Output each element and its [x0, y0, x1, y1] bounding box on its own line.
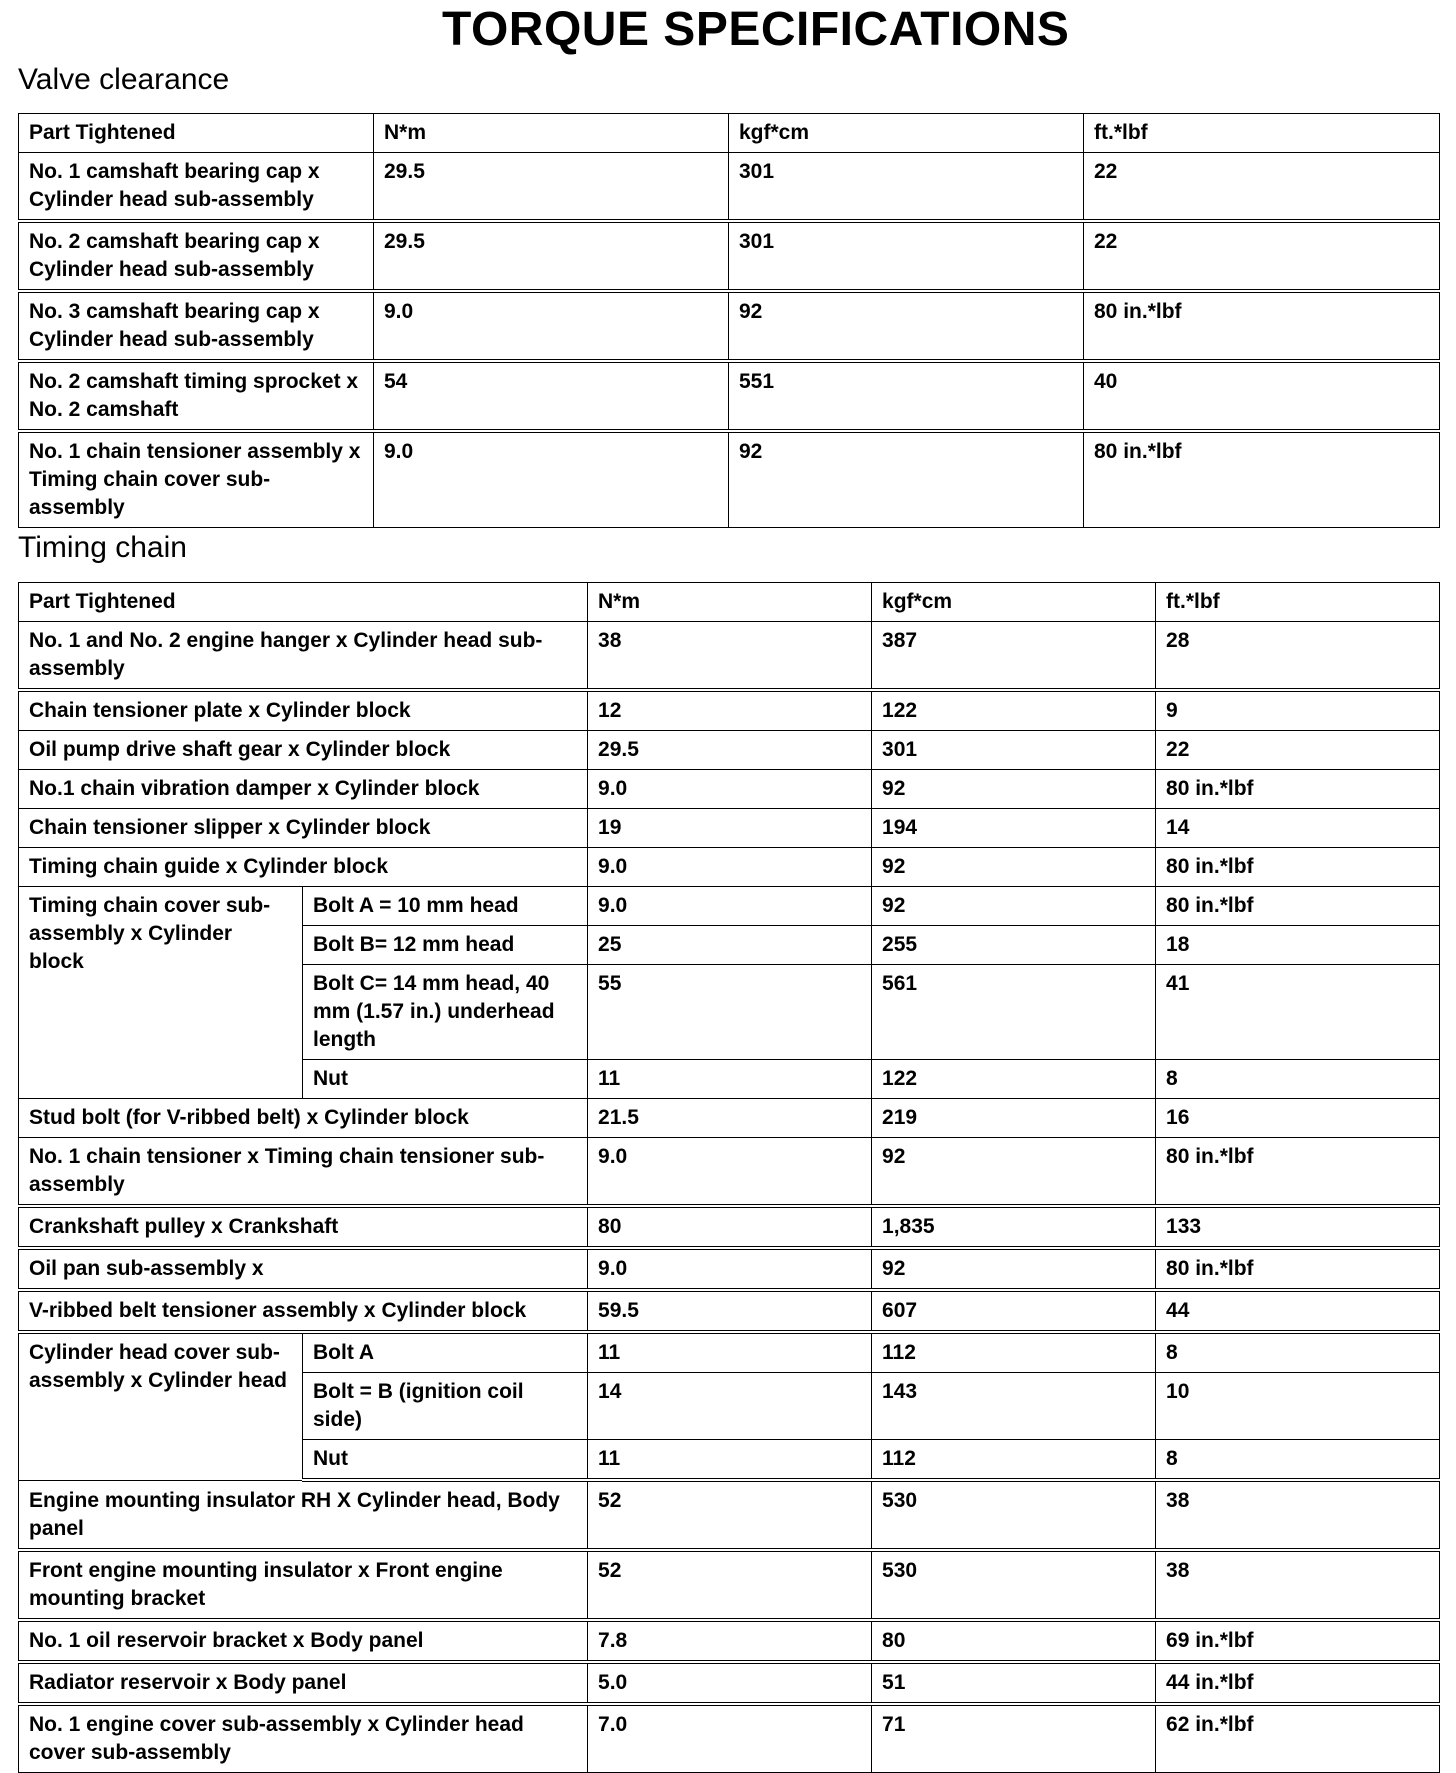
- cell-nm: 11: [588, 1060, 872, 1099]
- cell-part: Radiator reservoir x Body panel: [19, 1662, 588, 1704]
- cell-kgfcm: 92: [872, 848, 1156, 887]
- cell-part: Engine mounting insulator RH X Cylinder head, Body panel: [19, 1480, 588, 1550]
- cell-nm: 7.0: [588, 1704, 872, 1773]
- cell-kgfcm: 301: [872, 731, 1156, 770]
- cell-part: No. 1 engine cover sub-assembly x Cylinder head cover sub-assembly: [19, 1704, 588, 1773]
- cell-part-group: Cylinder head cover sub-assembly x Cylinder head: [19, 1332, 303, 1480]
- cell-nm: 52: [588, 1550, 872, 1620]
- cell-kgfcm: 122: [872, 690, 1156, 731]
- table-row: [19, 1206, 1440, 1248]
- cell-nm: 25: [588, 926, 872, 965]
- cell-ftlbf: 80 in.*lbf: [1156, 770, 1440, 809]
- cell-part: No. 2 camshaft timing sprocket x No. 2 camshaft: [19, 361, 374, 431]
- header-ftlbf: ft.*lbf: [1156, 583, 1440, 622]
- cell-kgfcm: 51: [872, 1662, 1156, 1704]
- cell-ftlbf: 133: [1156, 1206, 1440, 1248]
- table-row: [19, 1662, 1440, 1704]
- cell-part: Oil pump drive shaft gear x Cylinder block: [19, 731, 588, 770]
- table-row: [19, 1550, 1440, 1620]
- cell-kgfcm: 551: [729, 361, 1084, 431]
- cell-ftlbf: 80 in.*lbf: [1084, 291, 1440, 361]
- cell-kgfcm: 92: [729, 431, 1084, 528]
- cell-nm: 9.0: [588, 1138, 872, 1207]
- cell-kgfcm: 112: [872, 1332, 1156, 1373]
- cell-ftlbf: 80 in.*lbf: [1156, 1248, 1440, 1290]
- cell-nm: 19: [588, 809, 872, 848]
- cell-part: Front engine mounting insulator x Front engine mounting bracket: [19, 1550, 588, 1620]
- cell-nm: 54: [374, 361, 729, 431]
- cell-subpart: Bolt = B (ignition coil side): [303, 1373, 588, 1440]
- header-nm: N*m: [374, 114, 729, 153]
- cell-kgfcm: 530: [872, 1480, 1156, 1550]
- cell-ftlbf: 8: [1156, 1332, 1440, 1373]
- cell-part: Chain tensioner plate x Cylinder block: [19, 690, 588, 731]
- cell-kgfcm: 71: [872, 1704, 1156, 1773]
- cell-ftlbf: 14: [1156, 809, 1440, 848]
- cell-ftlbf: 22: [1156, 731, 1440, 770]
- cell-part: No. 1 chain tensioner x Timing chain tensioner sub-assembly: [19, 1138, 588, 1207]
- cell-subpart: Nut: [303, 1060, 588, 1099]
- table-row: [19, 1620, 1440, 1662]
- table-row: [19, 291, 1440, 361]
- cell-nm: 11: [588, 1332, 872, 1373]
- cell-part: Timing chain guide x Cylinder block: [19, 848, 588, 887]
- cell-ftlbf: 16: [1156, 1099, 1440, 1138]
- table-row: [19, 361, 1440, 431]
- cell-subpart: Bolt A: [303, 1332, 588, 1373]
- header-kgfcm: kgf*cm: [872, 583, 1156, 622]
- cell-nm: 9.0: [588, 1248, 872, 1290]
- table-row: [19, 1138, 1440, 1207]
- timing-chain-heading: Timing chain: [18, 531, 187, 564]
- cell-ftlbf: 38: [1156, 1480, 1440, 1550]
- cell-kgfcm: 1,835: [872, 1206, 1156, 1248]
- cell-kgfcm: 255: [872, 926, 1156, 965]
- cell-part: No. 1 chain tensioner assembly x Timing chain cover sub-assembly: [19, 431, 374, 528]
- cell-part: V-ribbed belt tensioner assembly x Cylinder block: [19, 1290, 588, 1332]
- cell-nm: 9.0: [588, 848, 872, 887]
- cell-part: No. 2 camshaft bearing cap x Cylinder head sub-assembly: [19, 221, 374, 291]
- cell-nm: 7.8: [588, 1620, 872, 1662]
- cell-part: No. 1 oil reservoir bracket x Body panel: [19, 1620, 588, 1662]
- table-row: [19, 1704, 1440, 1773]
- cell-ftlbf: 10: [1156, 1373, 1440, 1440]
- cell-nm: 80: [588, 1206, 872, 1248]
- cell-nm: 52: [588, 1480, 872, 1550]
- cell-subpart: Nut: [303, 1440, 588, 1481]
- cell-part: Crankshaft pulley x Crankshaft: [19, 1206, 588, 1248]
- cell-nm: 59.5: [588, 1290, 872, 1332]
- header-ftlbf: ft.*lbf: [1084, 114, 1440, 153]
- cell-subpart: Bolt C= 14 mm head, 40 mm (1.57 in.) underhead length: [303, 965, 588, 1060]
- cell-nm: 14: [588, 1373, 872, 1440]
- table-row: [19, 431, 1440, 528]
- cell-kgfcm: 122: [872, 1060, 1156, 1099]
- cell-ftlbf: 62 in.*lbf: [1156, 1704, 1440, 1773]
- cell-kgfcm: 80: [872, 1620, 1156, 1662]
- cell-ftlbf: 22: [1084, 221, 1440, 291]
- valve-clearance-heading: Valve clearance: [18, 63, 230, 96]
- cell-part: No. 1 and No. 2 engine hanger x Cylinder head sub-assembly: [19, 622, 588, 691]
- table-row: [19, 1099, 1440, 1138]
- cell-kgfcm: 561: [872, 965, 1156, 1060]
- cell-part: Chain tensioner slipper x Cylinder block: [19, 809, 588, 848]
- table-row: [19, 1248, 1440, 1290]
- cell-ftlbf: 80 in.*lbf: [1084, 431, 1440, 528]
- cell-ftlbf: 44: [1156, 1290, 1440, 1332]
- cell-part: Oil pan sub-assembly x: [19, 1248, 588, 1290]
- cell-ftlbf: 69 in.*lbf: [1156, 1620, 1440, 1662]
- cell-part: No. 3 camshaft bearing cap x Cylinder head sub-assembly: [19, 291, 374, 361]
- cell-ftlbf: 22: [1084, 153, 1440, 222]
- table-header-row: [19, 583, 1440, 622]
- valve-clearance-table: [18, 113, 1440, 528]
- table-row: [19, 221, 1440, 291]
- cell-kgfcm: 92: [872, 1248, 1156, 1290]
- page-title: TORQUE SPECIFICATIONS: [442, 3, 1070, 56]
- cell-ftlbf: 40: [1084, 361, 1440, 431]
- table-row: [19, 887, 1440, 926]
- cell-part: Stud bolt (for V-ribbed belt) x Cylinder block: [19, 1099, 588, 1138]
- cell-kgfcm: 301: [729, 153, 1084, 222]
- table-row: [19, 1290, 1440, 1332]
- table-header-row: [19, 114, 1440, 153]
- header-part: Part Tightened: [19, 583, 588, 622]
- timing-chain-table: [18, 582, 1440, 1773]
- cell-nm: 55: [588, 965, 872, 1060]
- cell-ftlbf: 28: [1156, 622, 1440, 691]
- cell-part: No. 1 camshaft bearing cap x Cylinder head sub-assembly: [19, 153, 374, 222]
- header-nm: N*m: [588, 583, 872, 622]
- cell-ftlbf: 80 in.*lbf: [1156, 1138, 1440, 1207]
- cell-ftlbf: 8: [1156, 1440, 1440, 1481]
- cell-ftlbf: 41: [1156, 965, 1440, 1060]
- cell-ftlbf: 8: [1156, 1060, 1440, 1099]
- cell-kgfcm: 92: [729, 291, 1084, 361]
- cell-nm: 29.5: [588, 731, 872, 770]
- cell-ftlbf: 18: [1156, 926, 1440, 965]
- cell-ftlbf: 9: [1156, 690, 1440, 731]
- cell-kgfcm: 607: [872, 1290, 1156, 1332]
- cell-ftlbf: 38: [1156, 1550, 1440, 1620]
- table-row: [19, 153, 1440, 222]
- header-part: Part Tightened: [19, 114, 374, 153]
- cell-nm: 29.5: [374, 221, 729, 291]
- cell-nm: 12: [588, 690, 872, 731]
- cell-nm: 9.0: [374, 431, 729, 528]
- table-row: [19, 731, 1440, 770]
- table-row: [19, 770, 1440, 809]
- cell-kgfcm: 301: [729, 221, 1084, 291]
- cell-nm: 21.5: [588, 1099, 872, 1138]
- cell-kgfcm: 92: [872, 770, 1156, 809]
- table-row: [19, 1332, 1440, 1373]
- cell-ftlbf: 80 in.*lbf: [1156, 848, 1440, 887]
- cell-kgfcm: 387: [872, 622, 1156, 691]
- table-row: [19, 622, 1440, 691]
- cell-kgfcm: 92: [872, 1138, 1156, 1207]
- cell-kgfcm: 219: [872, 1099, 1156, 1138]
- cell-nm: 38: [588, 622, 872, 691]
- cell-nm: 9.0: [374, 291, 729, 361]
- cell-subpart: Bolt A = 10 mm head: [303, 887, 588, 926]
- cell-nm: 29.5: [374, 153, 729, 222]
- table-row: [19, 690, 1440, 731]
- cell-ftlbf: 80 in.*lbf: [1156, 887, 1440, 926]
- cell-subpart: Bolt B= 12 mm head: [303, 926, 588, 965]
- cell-nm: 5.0: [588, 1662, 872, 1704]
- cell-kgfcm: 194: [872, 809, 1156, 848]
- header-kgfcm: kgf*cm: [729, 114, 1084, 153]
- cell-nm: 9.0: [588, 887, 872, 926]
- table-row: [19, 1480, 1440, 1550]
- cell-kgfcm: 143: [872, 1373, 1156, 1440]
- cell-nm: 9.0: [588, 770, 872, 809]
- cell-part-group: Timing chain cover sub-assembly x Cylinder block: [19, 887, 303, 1099]
- cell-kgfcm: 92: [872, 887, 1156, 926]
- cell-nm: 11: [588, 1440, 872, 1481]
- cell-kgfcm: 530: [872, 1550, 1156, 1620]
- table-row: [19, 809, 1440, 848]
- table-row: [19, 848, 1440, 887]
- cell-ftlbf: 44 in.*lbf: [1156, 1662, 1440, 1704]
- cell-kgfcm: 112: [872, 1440, 1156, 1481]
- cell-part: No.1 chain vibration damper x Cylinder block: [19, 770, 588, 809]
